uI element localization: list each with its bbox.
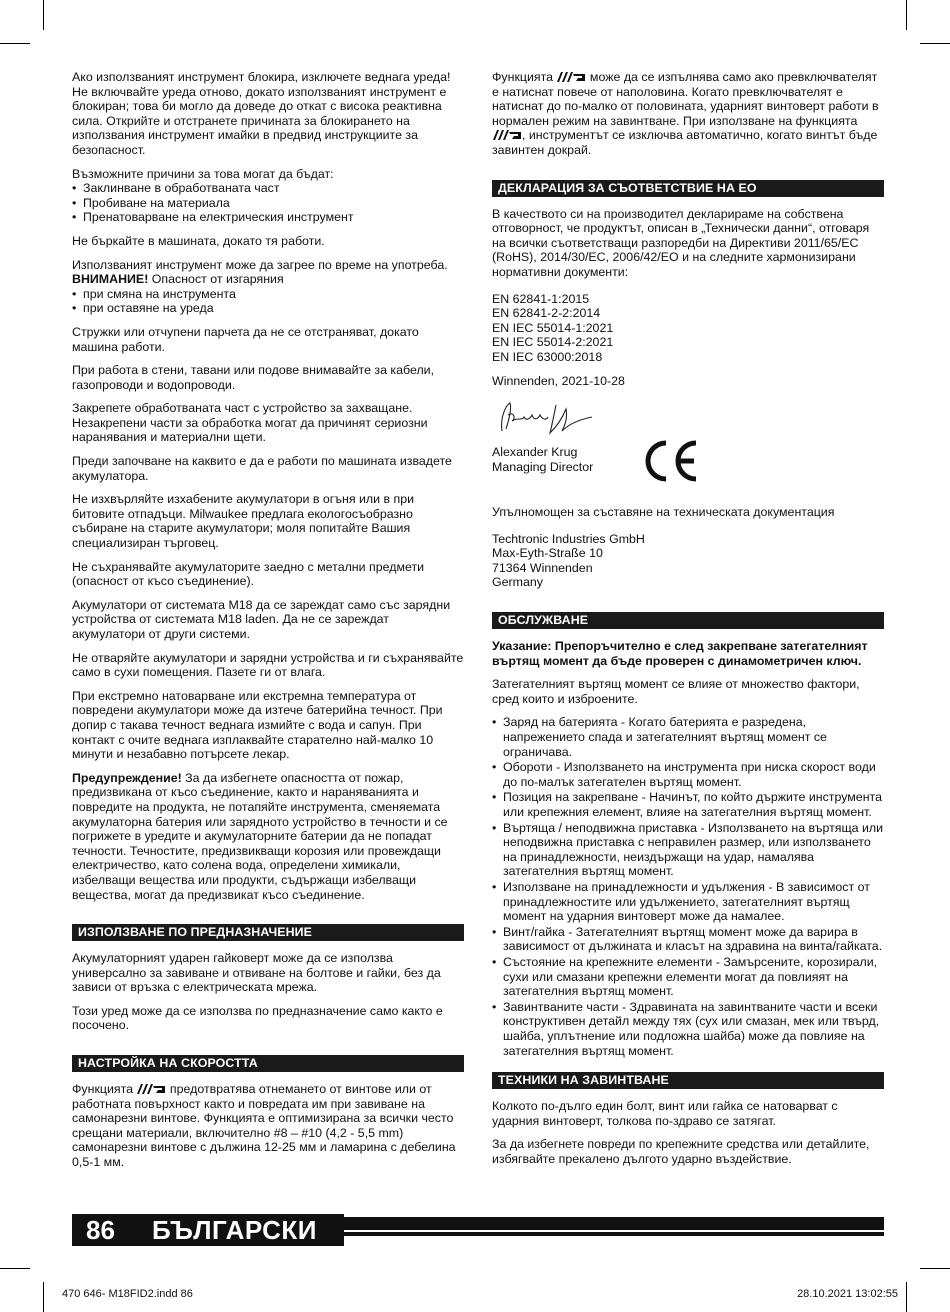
paragraph [72, 1082, 464, 1170]
warning-label: ВНИМАНИЕ! [72, 272, 149, 287]
place-date: Winnenden, 2021-10-28 [492, 373, 625, 388]
list-item: • Заряд на батерията - Когато батерията е разредена, напрежението спада и затегателният въртящ момент се ограничава. [492, 715, 884, 759]
paragraph: За да избегнете повреди по крепежните средства или детайлите, избягвайте прекалено дългото ударно въздействие. [492, 1137, 870, 1166]
signer-name: Alexander Krug [492, 445, 578, 460]
section-heading-intended-use: ИЗПОЛЗВАНЕ ПО ПРЕДНАЗНАЧЕНИЕ [72, 924, 464, 941]
address-line: 71364 Winnenden [492, 560, 593, 575]
crop-mark [906, 0, 907, 30]
section-heading-maintenance: ОБСЛУЖВАНЕ [492, 612, 884, 629]
list-item: • Заклинване в обработваната част [72, 181, 464, 196]
footer-rule [344, 1217, 884, 1230]
right-column [492, 70, 884, 1175]
address-line: Germany [492, 575, 543, 590]
paragraph: Не бъркайте в машината, докато тя работи. [72, 233, 325, 248]
list-item: • Обороти - Използването на инструмента при ниска скорост води до по-малък затегателен въртящ момент. [492, 760, 884, 789]
list-item: • Въртяща / неподвижна приставка - Използването на въртяща или неподвижна приставка с неправилен размер, или използването на принадлежности, неиздържащи на удар, намалява затегателния въртящ момент. [492, 821, 884, 879]
signer-block [492, 445, 884, 505]
paragraph [492, 70, 884, 158]
standard-item: EN IEC 55014-1:2021 [492, 320, 614, 335]
self-tapping-screw-mode-icon [492, 129, 522, 141]
paragraph: Акумулатори от системата М18 да се зареждат само със зарядни устройства от системата М18 laden. Да не се зареждат акумулатори от други системи. [72, 597, 451, 641]
print-slug-file: 470 646- M18FID2.indd 86 [62, 1288, 193, 1300]
list-item: • Завинтваните части - Здравината на завинтваните части и всеки конструктивен детайл между тях (сух или смазан, мек или твърд, шайба, уплътнение или подложна шайба) може да повлияе на затегателния въртящ момент. [492, 1000, 884, 1058]
warning-label: Предупреждение! [72, 770, 182, 785]
self-tapping-screw-mode-icon [136, 1083, 166, 1095]
footer-rule [344, 1232, 884, 1236]
paragraph: При работа в стени, тавани или подове внимавайте за кабели, газопроводи и водопроводи. [72, 363, 435, 392]
crop-mark [0, 1268, 30, 1269]
paragraph: Не изхвърляйте изхабените акумулатори в огъня или в при битовите отпадъци. Milwaukee предлага екологосъобразно събиране на старите акумулатори; моля попитайте Вашия специализиран търговец. [72, 492, 415, 551]
paragraph: Акумулаторният ударен гайковерт може да се използва универсално за завиване и отвиване на болтове и гайки, без да зависи от връзка с електрическата мрежа. [72, 951, 441, 995]
print-slug-datetime: 28.10.2021 13:02:55 [797, 1288, 898, 1300]
section-heading-screwing-techniques: ТЕХНИКИ НА ЗАВИНТВАНЕ [492, 1072, 884, 1089]
warning-text: Опасност от изгаряния [148, 272, 284, 287]
list-item: • Позиция на закрепване - Начинът, по който държите инструмента или крепежния елемент, влияе на затегателния въртящ момент. [492, 790, 884, 819]
list-item: • Състояние на крепежните елементи - Замърсените, корозирали, сухи или смазани крепежни елементи могат да повлияят на затегателния въртящ момент. [492, 955, 884, 999]
crop-mark [0, 43, 30, 44]
company-address [492, 532, 884, 590]
paragraph: Закрепете обработваната част с устройство за захващане. Незакрепени части за обработка могат да причинят сериозни наранявания и материални щети. [72, 401, 428, 445]
text-run: , инструментът се изключва автоматично, когато винтът бъде завинтен докрай. [492, 128, 878, 157]
burn-list [72, 287, 464, 316]
paragraph: Възможните причини за това могат да бъдат: [72, 166, 334, 181]
standard-item: EN 62841-2-2:2014 [492, 306, 601, 321]
paragraph: При екстремно натоварване или екстремна температура от повредени акумулатори може да изтече батерийна течност. При допир с такава течност веднага измийте с вода и сапун. При контакт с очите веднага изплаквайте старателно най-малко 10 минути и незабавно потърсете лекар. [72, 688, 443, 762]
signer-title: Managing Director [492, 459, 594, 474]
paragraph: Използваният инструмент може да загрее по време на употреба. [72, 257, 448, 272]
crop-mark [906, 1282, 907, 1312]
language-label: БЪЛГАРСКИ [152, 1215, 317, 1245]
address-line: Max-Eyth-Straße 10 [492, 546, 603, 561]
crop-mark [43, 1282, 44, 1312]
signature [496, 397, 606, 437]
list-item: • при оставяне на уреда [72, 301, 464, 316]
standard-item: EN IEC 63000:2018 [492, 349, 603, 364]
paragraph: Преди започване на каквито е да е работи по машината извадете акумулатора. [72, 454, 452, 483]
note: Указание: Препоръчително е след закрепване затегателният въртящ момент да бъде проверен с динамометричен ключ. [492, 639, 868, 668]
list-item: • Пробиване на материала [72, 196, 464, 211]
paragraph: Ако използваният инструмент блокира, изключете веднага уреда! Не включвайте уреда отново, докато използваният инструмент е блокиран; това би могло да доведе до откат с висока реактивна сила. Открийте и отстранете причината за блокирането на използвания инструмент имайки в предвид инструкциите за безопасност. [72, 70, 451, 157]
crop-mark [43, 0, 44, 30]
text-run: Функцията [72, 1082, 137, 1097]
ce-mark-icon [640, 437, 700, 485]
section-heading-ec-declaration: ДЕКЛАРАЦИЯ ЗА СЪОТВЕТСТВИЕ НА ЕО [492, 180, 884, 197]
paragraph: Не съхранявайте акумулаторите заедно с метални предмети (опасност от късо съединение). [72, 559, 425, 589]
list-item: • Винт/гайка - Затегателният въртящ момент може да варира в зависимост от дължината и класът на здравина на винта/гайката. [492, 925, 884, 954]
paragraph: Упълномощен за съставяне на техническата документация [492, 505, 835, 520]
standard-item: EN IEC 55014-2:2021 [492, 335, 614, 350]
paragraph: Не отваряйте акумулатори и зарядни устройства и ги съхранявайте само в сухи помещения. Пазете ги от влага. [72, 650, 464, 680]
left-column [72, 70, 464, 1179]
paragraph: Затегателният въртящ момент се влияе от множество фактори, сред които и изброените. [492, 677, 860, 706]
footer-bar [72, 1214, 884, 1246]
text-run: може да се изпълнява само ако превключвателят е натиснат повече от наполовина. Когато превключвателят е натиснат до по-малко от половината, ударният винтоверт работи в нормален режим на завинтване. При използване на функцията [492, 70, 879, 128]
paragraph: Колкото по-дълго един болт, винт или гайка се натоварват с ударния винтоверт, толкова по-здраво се затягат. [492, 1099, 838, 1128]
standards-list [492, 292, 884, 365]
page-number: 86 [86, 1215, 115, 1245]
warning-text: За да избегнете опасността от пожар, предизвикана от късо съединение, както и нараняванията и повредите на продукта, не потапяйте инструмента, сменяемата акумулаторна батерия или зарядното устройство в течности и се погрижете в уредите и акумулаторните батерии да не попадат течности. Течностите, предизвикващи корозия или провеждащи електричество, като солена вода, определени химикали, избелващи вещества или продукти, съдържащи избелващи вещества, могат да предизвикат късо съединение. [72, 770, 448, 902]
section-heading-speed-setting: НАСТРОЙКА НА СКОРОСТТА [72, 1055, 464, 1072]
list-item: • при смяна на инструмента [72, 287, 464, 302]
paragraph: Този уред може да се използва по предназначение само както е посочено. [72, 1003, 443, 1033]
warning-line [72, 272, 464, 287]
list-item: • Използване на принадлежности и удължения - В зависимост от принадлежностите или удължението, затегателният въртящ момент на ударния винтоверт може да намалее. [492, 880, 884, 924]
standard-item: EN 62841-1:2015 [492, 291, 590, 306]
text-run: Функцията [492, 70, 557, 84]
list-item: • Пренатоварване на електрическия инструмент [72, 210, 464, 225]
address-line: Techtronic Industries GmbH [492, 531, 645, 546]
text-run: предотвратява отнемането от винтове или от работната повърхност както и повредата им при завиване на самонарезни винтове. Функцията е оптимизирана за всички често срещани материали, включително #8 – #10 (4,2 - 5,5 mm) самонарезни винтове с дължина 12-25 мм и ламарина с дебелина 0,5-1 мм. [72, 1082, 456, 1170]
paragraph: В качеството си на производител декларираме на собствена отговорност, че продуктът, описан в „Технически данни“, отговаря на всички съответстващи разпоредби на Директиви 2011/65/EC (RoHS), 2014/30/EC, 2006/42/EO и на следните хармонизирани нормативни документи: [492, 206, 870, 279]
factors-list [492, 715, 884, 1058]
footer-block [72, 1214, 344, 1246]
paragraph: Стружки или отчупени парчета да не се отстраняват, докато машина работи. [72, 324, 419, 354]
crop-mark [920, 1268, 950, 1269]
crop-mark [920, 43, 950, 44]
causes-list [72, 181, 464, 225]
paragraph [72, 771, 464, 902]
self-tapping-screw-mode-icon [556, 71, 586, 83]
